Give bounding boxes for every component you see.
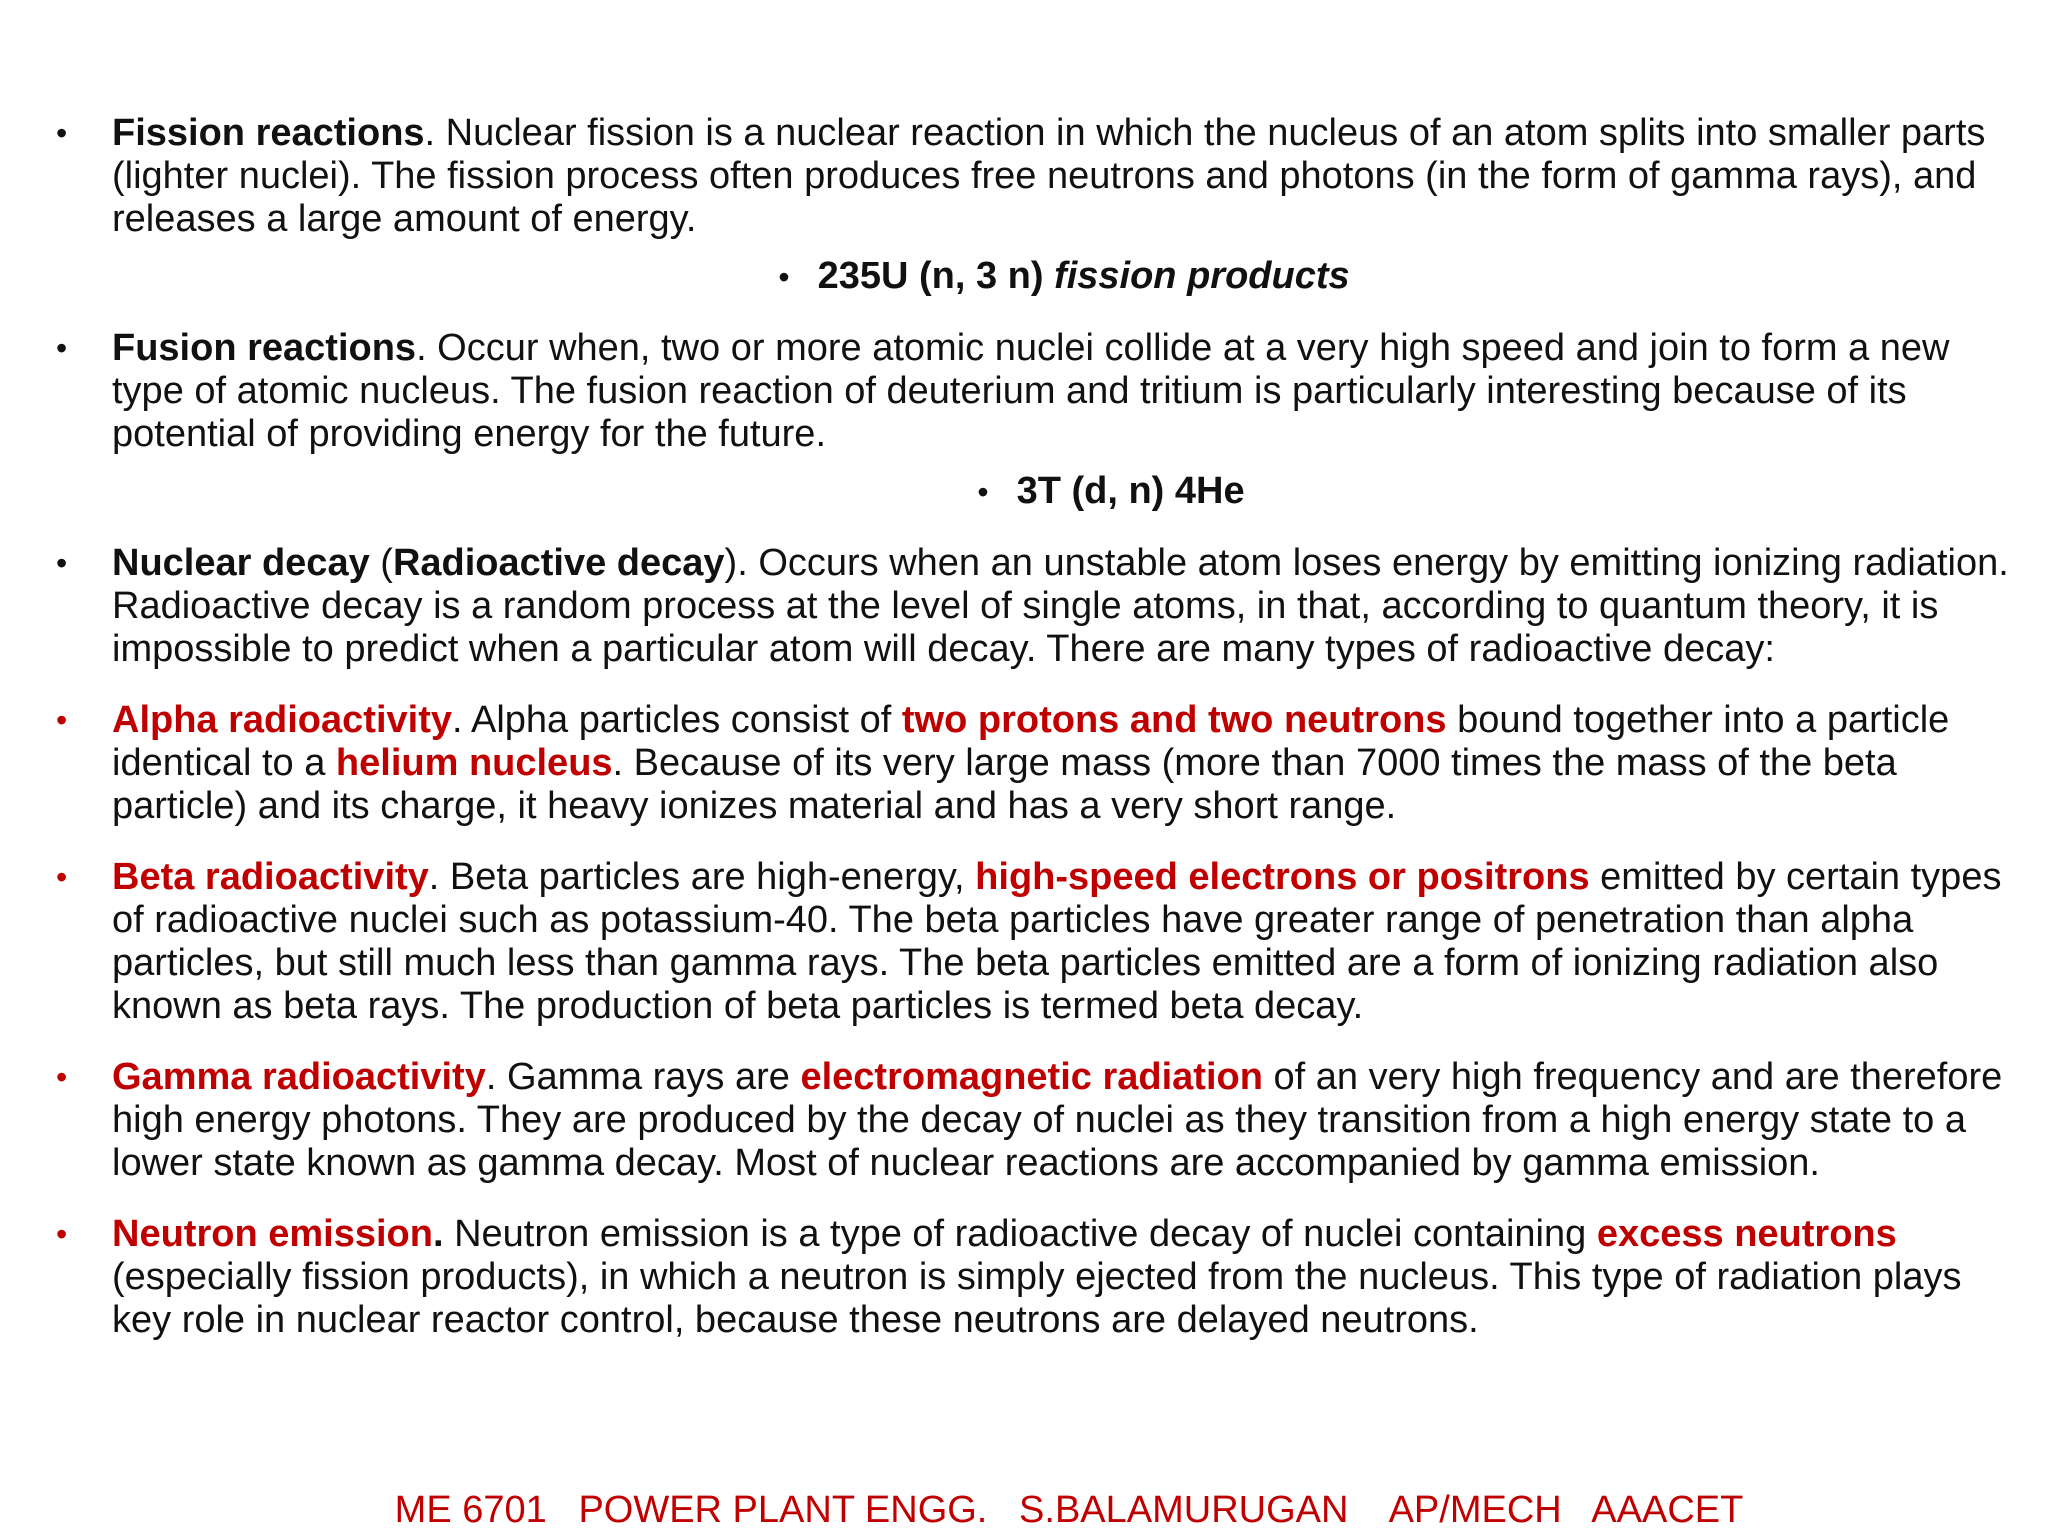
- bullet-dot: •: [56, 859, 68, 895]
- bullet-dot: •: [56, 330, 68, 366]
- bullet-alpha: [56, 699, 2016, 828]
- bullet-dot: •: [977, 474, 989, 510]
- fusion-heading: Fusion reactions: [112, 327, 417, 369]
- beta-text-2: emitted by certain types of radioactive nuclei such as potassium-40. The beta particles have greater range of penetration than alpha particles, but still much less than gamma rays. The beta particles emitted are a form of ionizing radiation also known as beta rays. The production of beta particles is termed beta decay.: [112, 856, 2002, 1027]
- beta-highlight-1: high-speed electrons or positrons: [975, 856, 1590, 898]
- fission-heading: Fission reactions: [112, 112, 425, 154]
- decay-text: ). Occurs when an unstable atom loses energy by emitting ionizing radiation. Radioactive decay is a random process at the level of single atoms, in that, according to quantum theory, it is impossible to predict when a particular atom will decay. There are many types of radioactive decay:: [112, 542, 2009, 670]
- slide-footer: ME 6701 POWER PLANT ENGG. S.BALAMURUGAN AP/MECH AAACET: [394, 1489, 1744, 1531]
- alpha-text-3: . Because of its very large mass (more than 7000 times the mass of the beta particle) and its charge, it heavy ionizes material and has a very short range.: [112, 742, 1897, 827]
- bullet-dot: •: [778, 259, 790, 295]
- neutron-period: .: [432, 1213, 444, 1255]
- bullet-dot: •: [56, 545, 68, 581]
- bullet-fusion: [56, 327, 2016, 456]
- bullet-decay: [56, 542, 2016, 671]
- bullet-dot: •: [56, 1059, 68, 1095]
- bullet-beta: [56, 856, 2016, 1028]
- fission-equation-products: fission products: [1054, 255, 1350, 297]
- fission-equation: [56, 255, 2016, 299]
- alpha-heading: Alpha radioactivity: [112, 699, 452, 741]
- gamma-highlight-1: electromagnetic radiation: [800, 1056, 1263, 1098]
- bullet-dot: •: [56, 702, 68, 738]
- neutron-highlight-1: excess neutrons: [1596, 1213, 1897, 1255]
- gamma-text-1: . Gamma rays are: [485, 1056, 801, 1098]
- bullet-dot: •: [56, 1216, 68, 1252]
- fission-equation-main: 235U (n, 3 n): [817, 255, 1055, 297]
- decay-open: (: [369, 542, 393, 584]
- fission-text: . Nuclear fission is a nuclear reaction in which the nucleus of an atom splits into smaller parts (lighter nuclei). The fission process often produces free neutrons and photons (in the form of gamma rays), and releases a large amount of energy.: [112, 112, 1986, 240]
- gamma-heading: Gamma radioactivity: [112, 1056, 486, 1098]
- bullet-dot: •: [56, 115, 68, 151]
- alpha-text-2: bound together into a particle identical to a: [112, 699, 1950, 784]
- bullet-fission: [56, 112, 2016, 241]
- decay-heading: Nuclear decay: [112, 542, 370, 584]
- beta-text-1: . Beta particles are high-energy,: [428, 856, 976, 898]
- neutron-text-2: (especially fission products), in which a neutron is simply ejected from the nucleus. This type of radiation plays key role in nuclear reactor control, because these neutrons are delayed neutrons.: [112, 1256, 1962, 1341]
- decay-heading-alt: Radioactive decay: [392, 542, 725, 584]
- alpha-text-1: . Alpha particles consist of: [451, 699, 902, 741]
- bullet-gamma: [56, 1056, 2016, 1185]
- bullet-neutron: [56, 1213, 2016, 1342]
- neutron-text-1: Neutron emission is a type of radioactive decay of nuclei containing: [443, 1213, 1597, 1255]
- beta-heading: Beta radioactivity: [112, 856, 429, 898]
- neutron-heading: Neutron emission: [112, 1213, 433, 1255]
- gamma-text-2: of an very high frequency and are therefore high energy photons. They are produced by the decay of nuclei as they transition from a high energy state to a lower state known as gamma decay. Most of nuclear reactions are accompanied by gamma emission.: [112, 1056, 2003, 1184]
- alpha-highlight-1: two protons and two neutrons: [901, 699, 1447, 741]
- bullet-list: [56, 112, 2016, 1370]
- fusion-equation: [56, 470, 2016, 514]
- fusion-text: . Occur when, two or more atomic nuclei collide at a very high speed and join to form a new type of atomic nucleus. The fusion reaction of deuterium and tritium is particularly interesting because of its potential of providing energy for the future.: [112, 327, 1950, 455]
- alpha-highlight-2: helium nucleus: [335, 742, 613, 784]
- fusion-equation-main: 3T (d, n) 4He: [1016, 470, 1245, 512]
